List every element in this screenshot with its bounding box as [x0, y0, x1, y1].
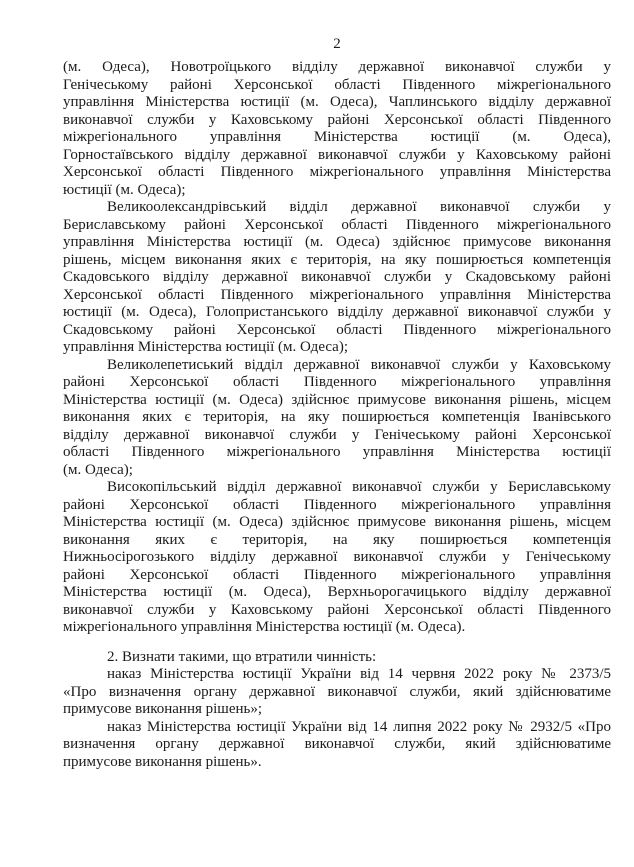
text-line: юстиції (м. Одеса), Голопристанського відділу державної виконавчої служби у — [63, 304, 611, 320]
text-line: міжрегіонального управління Міністерства юстиції (м. Одеса). — [63, 619, 466, 635]
text-line: Херсонської області Південного міжрегіонального управління Міністерства — [63, 286, 611, 303]
text-line: Генічеському районі Херсонської області Південного міжрегіонального — [63, 76, 611, 93]
text-line: Нижньосірогозького відділу державної виконавчої служби у Генічеському — [63, 549, 611, 565]
paragraph — [63, 479, 611, 637]
text-line: примусове виконання рішень»; — [63, 701, 263, 717]
text-line: Великолепетиський відділ державної виконавчої служби у Каховському — [107, 356, 611, 373]
text-line: юстиції (м. Одеса); — [63, 181, 186, 198]
text-line: Горностаївського відділу державної виконавчої служби у Каховському районі — [63, 146, 611, 163]
text-line: управління Міністерства юстиції (м. Одеса), Чаплинського відділу державної — [63, 94, 611, 110]
text-line: виконання яких є територія, на яку поширюється компетенція Іванівського — [63, 409, 611, 425]
text-line: Скадовського відділу державної виконавчої служби у Скадовському районі — [63, 269, 611, 285]
text-line: відділу державної виконавчої служби у Генічеському районі Херсонської — [63, 426, 611, 443]
text-line: районі Херсонської області Південного міжрегіонального управління — [63, 374, 611, 390]
paragraph — [63, 199, 611, 357]
paragraph — [63, 719, 611, 772]
text-line: виконання яких є територія, на яку поширюється компетенція — [63, 531, 611, 548]
text-line: виконавчої служби у Каховському районі Херсонської області Південного — [63, 111, 611, 128]
text-line: Міністерства юстиції (м. Одеса) здійснює примусове виконання рішень, місцем — [63, 391, 611, 408]
paragraph — [63, 666, 611, 719]
text-line: визначення органу державної виконавчої служби, який здійснюватиме — [63, 736, 611, 752]
text-line: управління Міністерства юстиції (м. Одеса) здійснює примусове виконання — [63, 234, 611, 250]
text-line: Бериславському районі Херсонської області Південного міжрегіонального — [63, 216, 611, 233]
text-line: наказ Міністерства юстиції України від 14 липня 2022 року № 2932/5 «Про — [107, 718, 611, 735]
page-number: 2 — [333, 36, 341, 52]
text-line: примусове виконання рішень». — [63, 753, 262, 770]
text-line: рішень, місцем виконання яких є територія, на яку поширюється компетенція — [63, 251, 611, 268]
text-line: Високопільський відділ державної виконавчої служби у Бериславському — [107, 479, 611, 495]
text-line: Міністерства юстиції (м. Одеса) здійснює примусове виконання рішень, місцем — [63, 514, 611, 530]
text-line: «Про визначення органу державної виконавчої служби, який здійснюватиме — [63, 683, 611, 700]
text-line: Херсонської області Південного міжрегіонального управління Міністерства — [63, 164, 611, 180]
text-line: (м. Одеса), Новотроїцького відділу державної виконавчої служби у — [63, 59, 611, 75]
text-line: виконавчої служби у Каховському районі Херсонської області Південного — [63, 601, 611, 618]
text-line: районі Херсонської області Південного міжрегіонального управління — [63, 566, 611, 583]
text-line: районі Херсонської області Південного міжрегіонального управління — [63, 496, 611, 513]
document-body — [63, 59, 611, 771]
text-line: міжрегіонального управління Міністерства юстиції (м. Одеса), — [63, 129, 611, 145]
text-line: Скадовському районі Херсонської області Південного міжрегіонального — [63, 321, 611, 338]
text-line: Міністерства юстиції (м. Одеса), Верхньорогачицького відділу державної — [63, 584, 611, 600]
text-line: (м. Одеса); — [63, 461, 133, 478]
text-line: області Південного міжрегіонального управління Міністерства юстиції — [63, 444, 611, 460]
paragraph — [63, 59, 611, 199]
text-line: наказ Міністерства юстиції України від 14 червня 2022 року № 2373/5 — [107, 666, 611, 682]
paragraph — [63, 357, 611, 480]
paragraph — [63, 649, 611, 667]
text-line: Великоолександрівський відділ державної виконавчої служби у — [107, 199, 611, 215]
text-line: 2. Визнати такими, що втратили чинність: — [107, 648, 377, 665]
text-line: управління Міністерства юстиції (м. Одеса); — [63, 339, 349, 355]
